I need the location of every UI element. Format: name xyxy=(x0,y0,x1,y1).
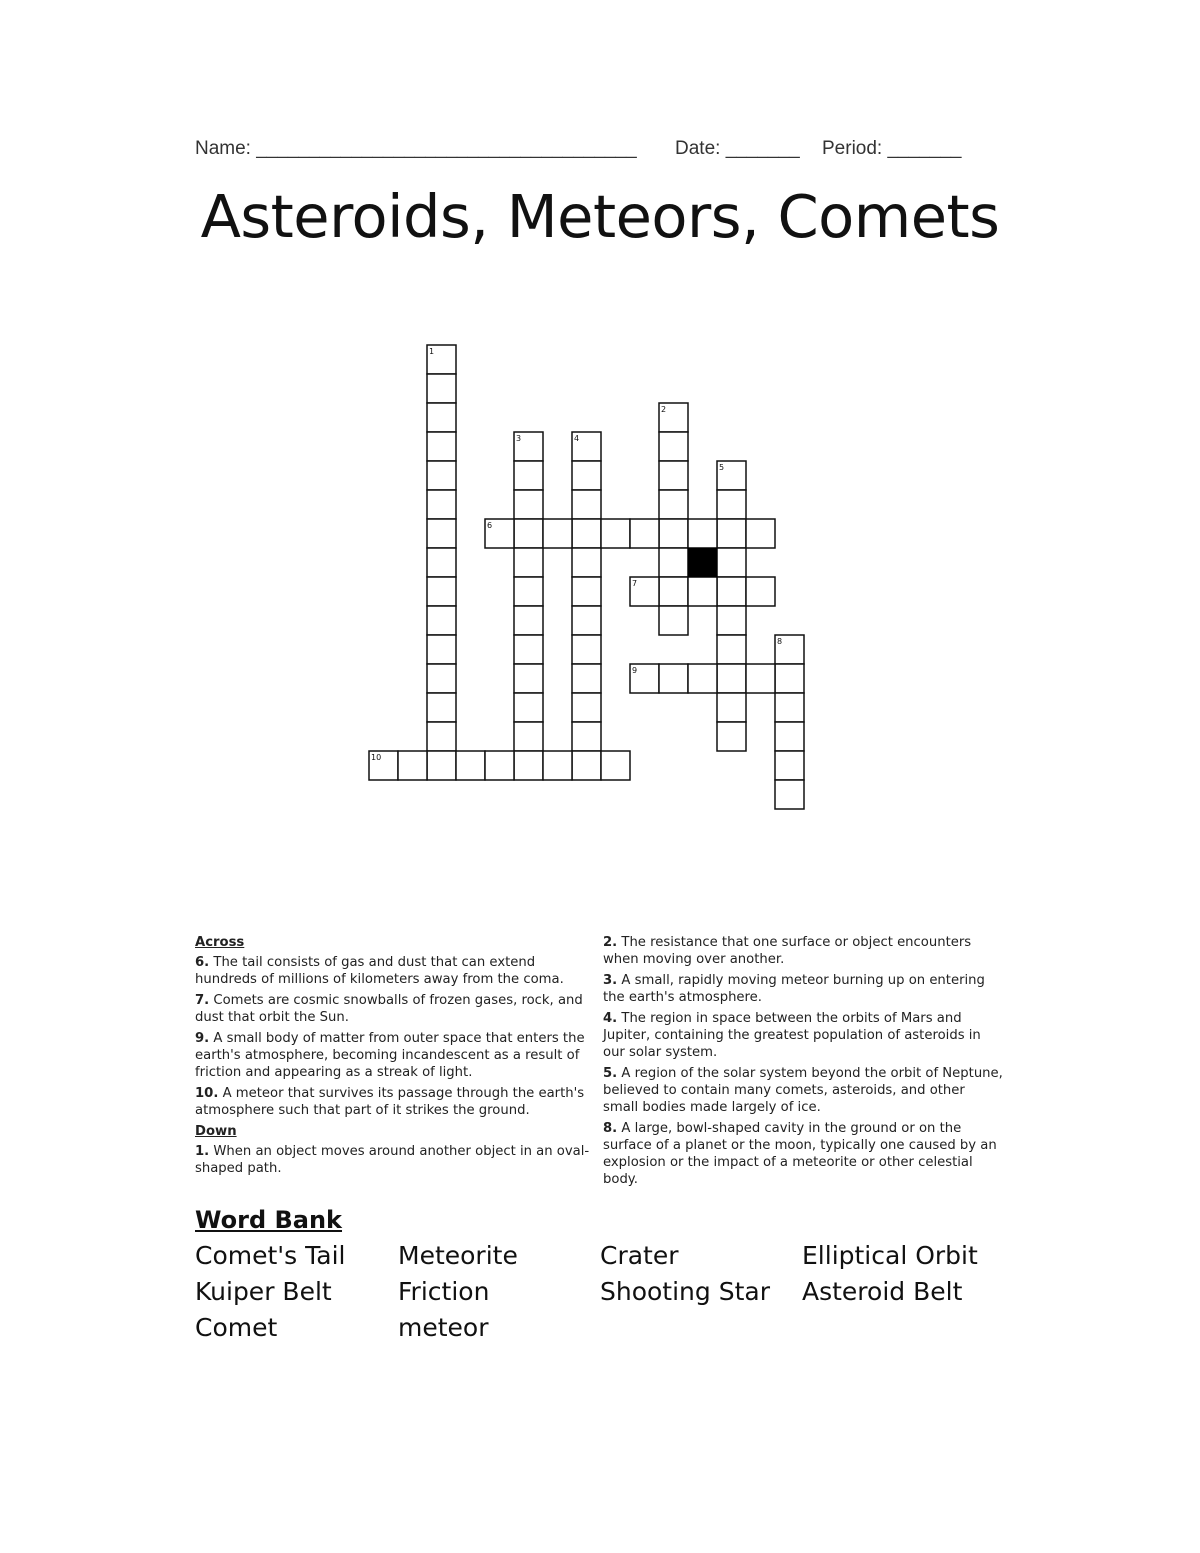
grid-cell[interactable] xyxy=(427,693,456,722)
grid-cell[interactable] xyxy=(543,751,572,780)
grid-cell[interactable] xyxy=(572,577,601,606)
grid-cell[interactable] xyxy=(717,664,746,693)
clue-text: A small body of matter from outer space that enters the earth's atmosphere, becoming incandescent as a result of friction and appearing as a streak of light. xyxy=(195,1031,585,1080)
grid-cell[interactable] xyxy=(717,519,746,548)
clue-text: A region of the solar system beyond the orbit of Neptune, believed to contain many comets, asteroids, and other small bodies made largely of ice. xyxy=(603,1066,1003,1115)
clue-number-label: 4 xyxy=(574,434,580,443)
clue-number-label: 1 xyxy=(429,347,435,356)
clue-text: The tail consists of gas and dust that can extend hundreds of millions of kilometers away from the coma. xyxy=(195,955,564,987)
word-bank-item: Crater xyxy=(600,1241,679,1270)
grid-cell[interactable] xyxy=(572,519,601,548)
clue-text: The resistance that one surface or object encounters when moving over another. xyxy=(603,935,972,967)
grid-cell[interactable] xyxy=(775,722,804,751)
clue-number: 8. xyxy=(603,1121,618,1136)
clue-down-2 xyxy=(603,934,1003,968)
clues-right-column xyxy=(603,934,1003,1192)
clue-number: 6. xyxy=(195,955,210,970)
blocked-cell xyxy=(688,548,717,577)
grid-cell[interactable] xyxy=(775,780,804,809)
clue-text: The region in space between the orbits of Mars and Jupiter, containing the greatest population of asteroids in our solar system. xyxy=(603,1011,981,1060)
grid-cell[interactable] xyxy=(659,606,688,635)
down-heading: Down xyxy=(195,1124,237,1139)
clue-number: 2. xyxy=(603,935,618,950)
clue-text: A meteor that survives its passage through the earth's atmosphere such that part of it strikes the ground. xyxy=(195,1086,585,1118)
clue-across-10 xyxy=(195,1085,590,1119)
grid-cell[interactable] xyxy=(717,606,746,635)
grid-cell[interactable] xyxy=(659,548,688,577)
clue-number-label: 5 xyxy=(719,463,725,472)
grid-cell[interactable] xyxy=(717,577,746,606)
grid-cell[interactable] xyxy=(601,751,630,780)
word-bank-item: meteor xyxy=(398,1313,489,1342)
word-bank-item: Asteroid Belt xyxy=(802,1277,963,1306)
clue-text: A large, bowl-shaped cavity in the ground or on the surface of a planet or the moon, typically one caused by an explosion or the impact of a meteorite or other celestial body. xyxy=(603,1121,997,1187)
grid-cell[interactable] xyxy=(717,548,746,577)
grid-cell[interactable] xyxy=(717,693,746,722)
grid-cell[interactable] xyxy=(775,751,804,780)
grid-cell[interactable] xyxy=(427,606,456,635)
clue-down-8 xyxy=(603,1120,1003,1188)
grid-cell[interactable] xyxy=(572,606,601,635)
clue-number-label: 7 xyxy=(632,579,638,588)
grid-cell[interactable] xyxy=(717,722,746,751)
grid-cell[interactable] xyxy=(456,751,485,780)
grid-cell[interactable] xyxy=(514,519,543,548)
grid-cell[interactable] xyxy=(572,722,601,751)
grid-cell[interactable] xyxy=(543,519,572,548)
clue-text: A small, rapidly moving meteor burning up on entering the earth's atmosphere. xyxy=(603,973,985,1005)
grid-cell[interactable] xyxy=(427,664,456,693)
grid-cell[interactable] xyxy=(572,490,601,519)
clue-text: Comets are cosmic snowballs of frozen gases, rock, and dust that orbit the Sun. xyxy=(195,993,583,1025)
grid-cell[interactable] xyxy=(514,606,543,635)
grid-cell[interactable] xyxy=(572,751,601,780)
word-bank-item: Comet xyxy=(195,1313,278,1342)
grid-cell[interactable] xyxy=(514,548,543,577)
grid-cell[interactable] xyxy=(659,664,688,693)
clue-number: 1. xyxy=(195,1144,210,1159)
page-title: Asteroids, Meteors, Comets xyxy=(200,182,1000,251)
grid-cell[interactable] xyxy=(688,577,717,606)
grid-cell[interactable] xyxy=(688,519,717,548)
word-bank-item: Kuiper Belt xyxy=(195,1277,332,1306)
grid-cell[interactable] xyxy=(427,432,456,461)
grid-cell[interactable] xyxy=(427,751,456,780)
grid-cell[interactable] xyxy=(630,519,659,548)
grid-cell[interactable] xyxy=(427,490,456,519)
word-bank-item: Shooting Star xyxy=(600,1277,770,1306)
grid-cell[interactable] xyxy=(717,490,746,519)
clue-number: 4. xyxy=(603,1011,618,1026)
clue-across-6 xyxy=(195,954,590,988)
grid-cell[interactable] xyxy=(427,548,456,577)
grid-cell[interactable] xyxy=(601,519,630,548)
grid-cell[interactable] xyxy=(746,664,775,693)
grid-cell[interactable] xyxy=(659,490,688,519)
grid-cell[interactable] xyxy=(427,519,456,548)
grid-cell[interactable] xyxy=(427,722,456,751)
grid-cell[interactable] xyxy=(514,635,543,664)
across-heading: Across xyxy=(195,935,245,950)
grid-cell[interactable] xyxy=(572,635,601,664)
grid-cell[interactable] xyxy=(775,693,804,722)
grid-cell[interactable] xyxy=(572,548,601,577)
grid-cell[interactable] xyxy=(398,751,427,780)
grid-cell[interactable] xyxy=(427,635,456,664)
clue-number-label: 8 xyxy=(777,637,783,646)
grid-cell[interactable] xyxy=(514,577,543,606)
clue-across-9 xyxy=(195,1030,590,1081)
grid-cell[interactable] xyxy=(514,751,543,780)
clues-left-column xyxy=(195,934,590,1181)
clue-number: 10. xyxy=(195,1086,219,1101)
grid-cell[interactable] xyxy=(688,664,717,693)
grid-cell[interactable] xyxy=(427,461,456,490)
grid-cell[interactable] xyxy=(427,403,456,432)
word-bank-item: Friction xyxy=(398,1277,490,1306)
word-bank-item: Meteorite xyxy=(398,1241,518,1270)
grid-cell[interactable] xyxy=(775,664,804,693)
name-field[interactable]: Name: ____________________________________ xyxy=(195,138,637,159)
grid-cell[interactable] xyxy=(659,461,688,490)
grid-cell[interactable] xyxy=(427,577,456,606)
grid-cell[interactable] xyxy=(485,751,514,780)
clue-number-label: 6 xyxy=(487,521,493,530)
grid-cell[interactable] xyxy=(746,577,775,606)
clue-number: 9. xyxy=(195,1031,210,1046)
clue-down-5 xyxy=(603,1065,1003,1116)
word-bank-item: Comet's Tail xyxy=(195,1241,346,1270)
grid-cell[interactable] xyxy=(514,722,543,751)
word-bank-title: Word Bank xyxy=(195,1206,343,1234)
grid-cell[interactable] xyxy=(514,490,543,519)
grid-cell[interactable] xyxy=(514,461,543,490)
clue-down-1 xyxy=(195,1143,590,1177)
grid-cell[interactable] xyxy=(427,374,456,403)
clue-number: 3. xyxy=(603,973,618,988)
clue-text: When an object moves around another object in an oval-shaped path. xyxy=(195,1144,590,1176)
grid-cell[interactable] xyxy=(514,693,543,722)
clue-down-3 xyxy=(603,972,1003,1006)
clue-number: 7. xyxy=(195,993,210,1008)
grid-cell[interactable] xyxy=(572,461,601,490)
grid-cell[interactable] xyxy=(659,577,688,606)
grid-cell[interactable] xyxy=(659,432,688,461)
clue-number-label: 2 xyxy=(661,405,667,414)
clue-number-label: 3 xyxy=(516,434,522,443)
grid-cell[interactable] xyxy=(514,664,543,693)
clue-number-label: 10 xyxy=(371,753,382,762)
word-bank-item: Elliptical Orbit xyxy=(802,1241,978,1270)
grid-cell[interactable] xyxy=(746,519,775,548)
grid-cell[interactable] xyxy=(572,693,601,722)
grid-cell[interactable] xyxy=(572,664,601,693)
date-field[interactable]: Date: _______ xyxy=(675,138,800,159)
clue-down-4 xyxy=(603,1010,1003,1061)
grid-cell[interactable] xyxy=(659,519,688,548)
clue-number-label: 9 xyxy=(632,666,638,675)
clue-number: 5. xyxy=(603,1066,618,1081)
period-field[interactable]: Period: _______ xyxy=(822,138,962,159)
grid-cell[interactable] xyxy=(717,635,746,664)
clue-across-7 xyxy=(195,992,590,1026)
